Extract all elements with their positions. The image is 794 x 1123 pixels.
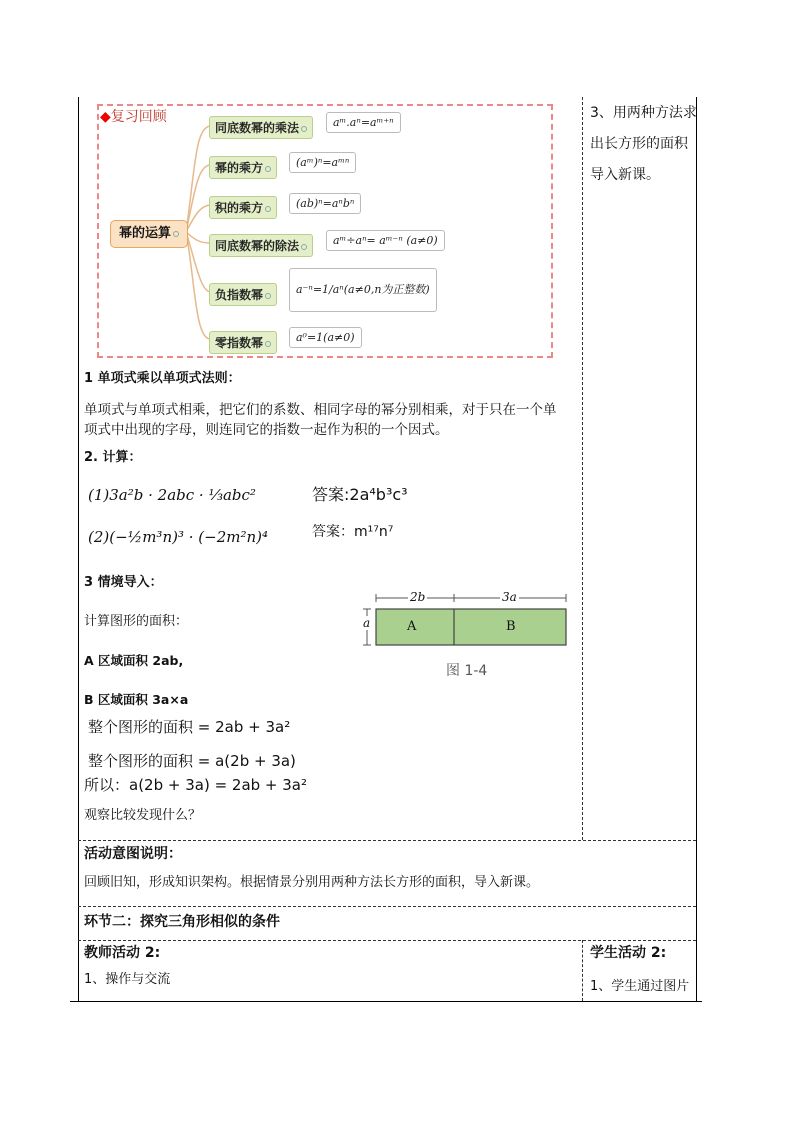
branch-label-4: 同底数幂的除法: [209, 234, 313, 257]
student-activity-2-item: 1、学生通过图片: [590, 979, 690, 994]
teacher-activity-2: 教师活动 2:: [84, 945, 161, 961]
table-border-left: [78, 97, 79, 1001]
area-a: A 区域面积 2ab,: [84, 653, 184, 668]
intent-text: 回顾旧知，形成知识架构。根据情景分别用两种方法长方形的面积，导入新课。: [84, 875, 540, 890]
calc-title: 2. 计算：: [84, 450, 142, 465]
branch-formula-3: (ab)ⁿ=aⁿbⁿ: [289, 193, 361, 214]
whole-area-2: 整个图形的面积 = a(2b + 3a): [88, 752, 296, 770]
table-border-bottom: [70, 1001, 702, 1002]
branch-formula-4: aᵐ÷aⁿ= aᵐ⁻ⁿ (a≠0): [326, 230, 445, 251]
intent-title: 活动意图说明：: [84, 846, 182, 862]
figure-label-a: a: [363, 616, 371, 630]
right-col-line-1: 3、用两种方法求: [590, 105, 697, 121]
question-2: (2)(−½m³n)³ · (−2m²n)⁴: [88, 528, 268, 546]
branch-formula-1: aᵐ.aⁿ=aᵐ⁺ⁿ: [326, 112, 401, 133]
rule-text-2: 项式中出现的字母，则连同它的指数一起作为积的一个因式。: [84, 422, 449, 438]
branch-formula-5: a⁻ⁿ=1/aⁿ(a≠0,n为正整数): [289, 268, 437, 312]
right-col-line-2: 出长方形的面积: [590, 136, 688, 152]
table-row-divider: [78, 906, 696, 907]
figure-label-2b: 2b: [410, 590, 426, 604]
branch-formula-6: a⁰=1(a≠0): [289, 327, 362, 348]
calc-area-label: 计算图形的面积：: [84, 614, 189, 629]
question-1: (1)3a²b · 2abc · ⅓abc²: [88, 486, 256, 504]
figure-caption: 图 1-4: [446, 663, 488, 679]
branch-formula-2: (aᵐ)ⁿ=aᵐⁿ: [289, 152, 356, 173]
figure-label-3a: 3a: [502, 590, 517, 604]
branch-label-2: 幂的乘方: [209, 156, 277, 179]
figure-cell-b: B: [506, 619, 516, 634]
section-2-title: 环节二：探究三角形相似的条件: [84, 914, 280, 930]
branch-label-5: 负指数幂: [209, 283, 277, 306]
answer-1: 答案:2a⁴b³c³: [312, 485, 408, 504]
diamond-icon: ◆: [100, 109, 111, 125]
area-b: B 区域面积 3a×a: [84, 692, 189, 707]
student-activity-2: 学生活动 2:: [590, 945, 667, 961]
teacher-activity-2-item: 1、操作与交流: [84, 972, 171, 987]
branch-label-6: 零指数幂: [209, 331, 277, 354]
table-row-divider: [78, 940, 696, 941]
right-col-line-3: 导入新课。: [590, 167, 660, 183]
branch-label-1: 同底数幂的乘法: [209, 116, 313, 139]
so-equation: 所以：a(2b + 3a) = 2ab + 3a²: [84, 776, 308, 794]
intro-title: 3 情境导入：: [84, 575, 163, 590]
observe-question: 观察比较发现什么？: [84, 808, 202, 823]
mindmap-center-node: 幂的运算: [110, 220, 188, 248]
table-border-right: [696, 97, 697, 1001]
rule-text-1: 单项式与单项式相乘，把它们的系数、相同字母的幂分别相乘，对于只在一个单: [84, 402, 557, 418]
rule-title: 1 单项式乘以单项式法则：: [84, 371, 241, 386]
answer-2: 答案：m¹⁷n⁷: [312, 524, 394, 540]
table-col-divider: [582, 97, 583, 840]
whole-area-1: 整个图形的面积 = 2ab + 3a²: [88, 718, 291, 736]
figure-cell-a: A: [407, 619, 417, 634]
table-col-divider-2: [582, 940, 583, 1001]
branch-label-3: 积的乘方: [209, 196, 277, 219]
mindmap-header: ◆复习回顾: [100, 109, 167, 125]
table-row-divider: [78, 840, 696, 841]
